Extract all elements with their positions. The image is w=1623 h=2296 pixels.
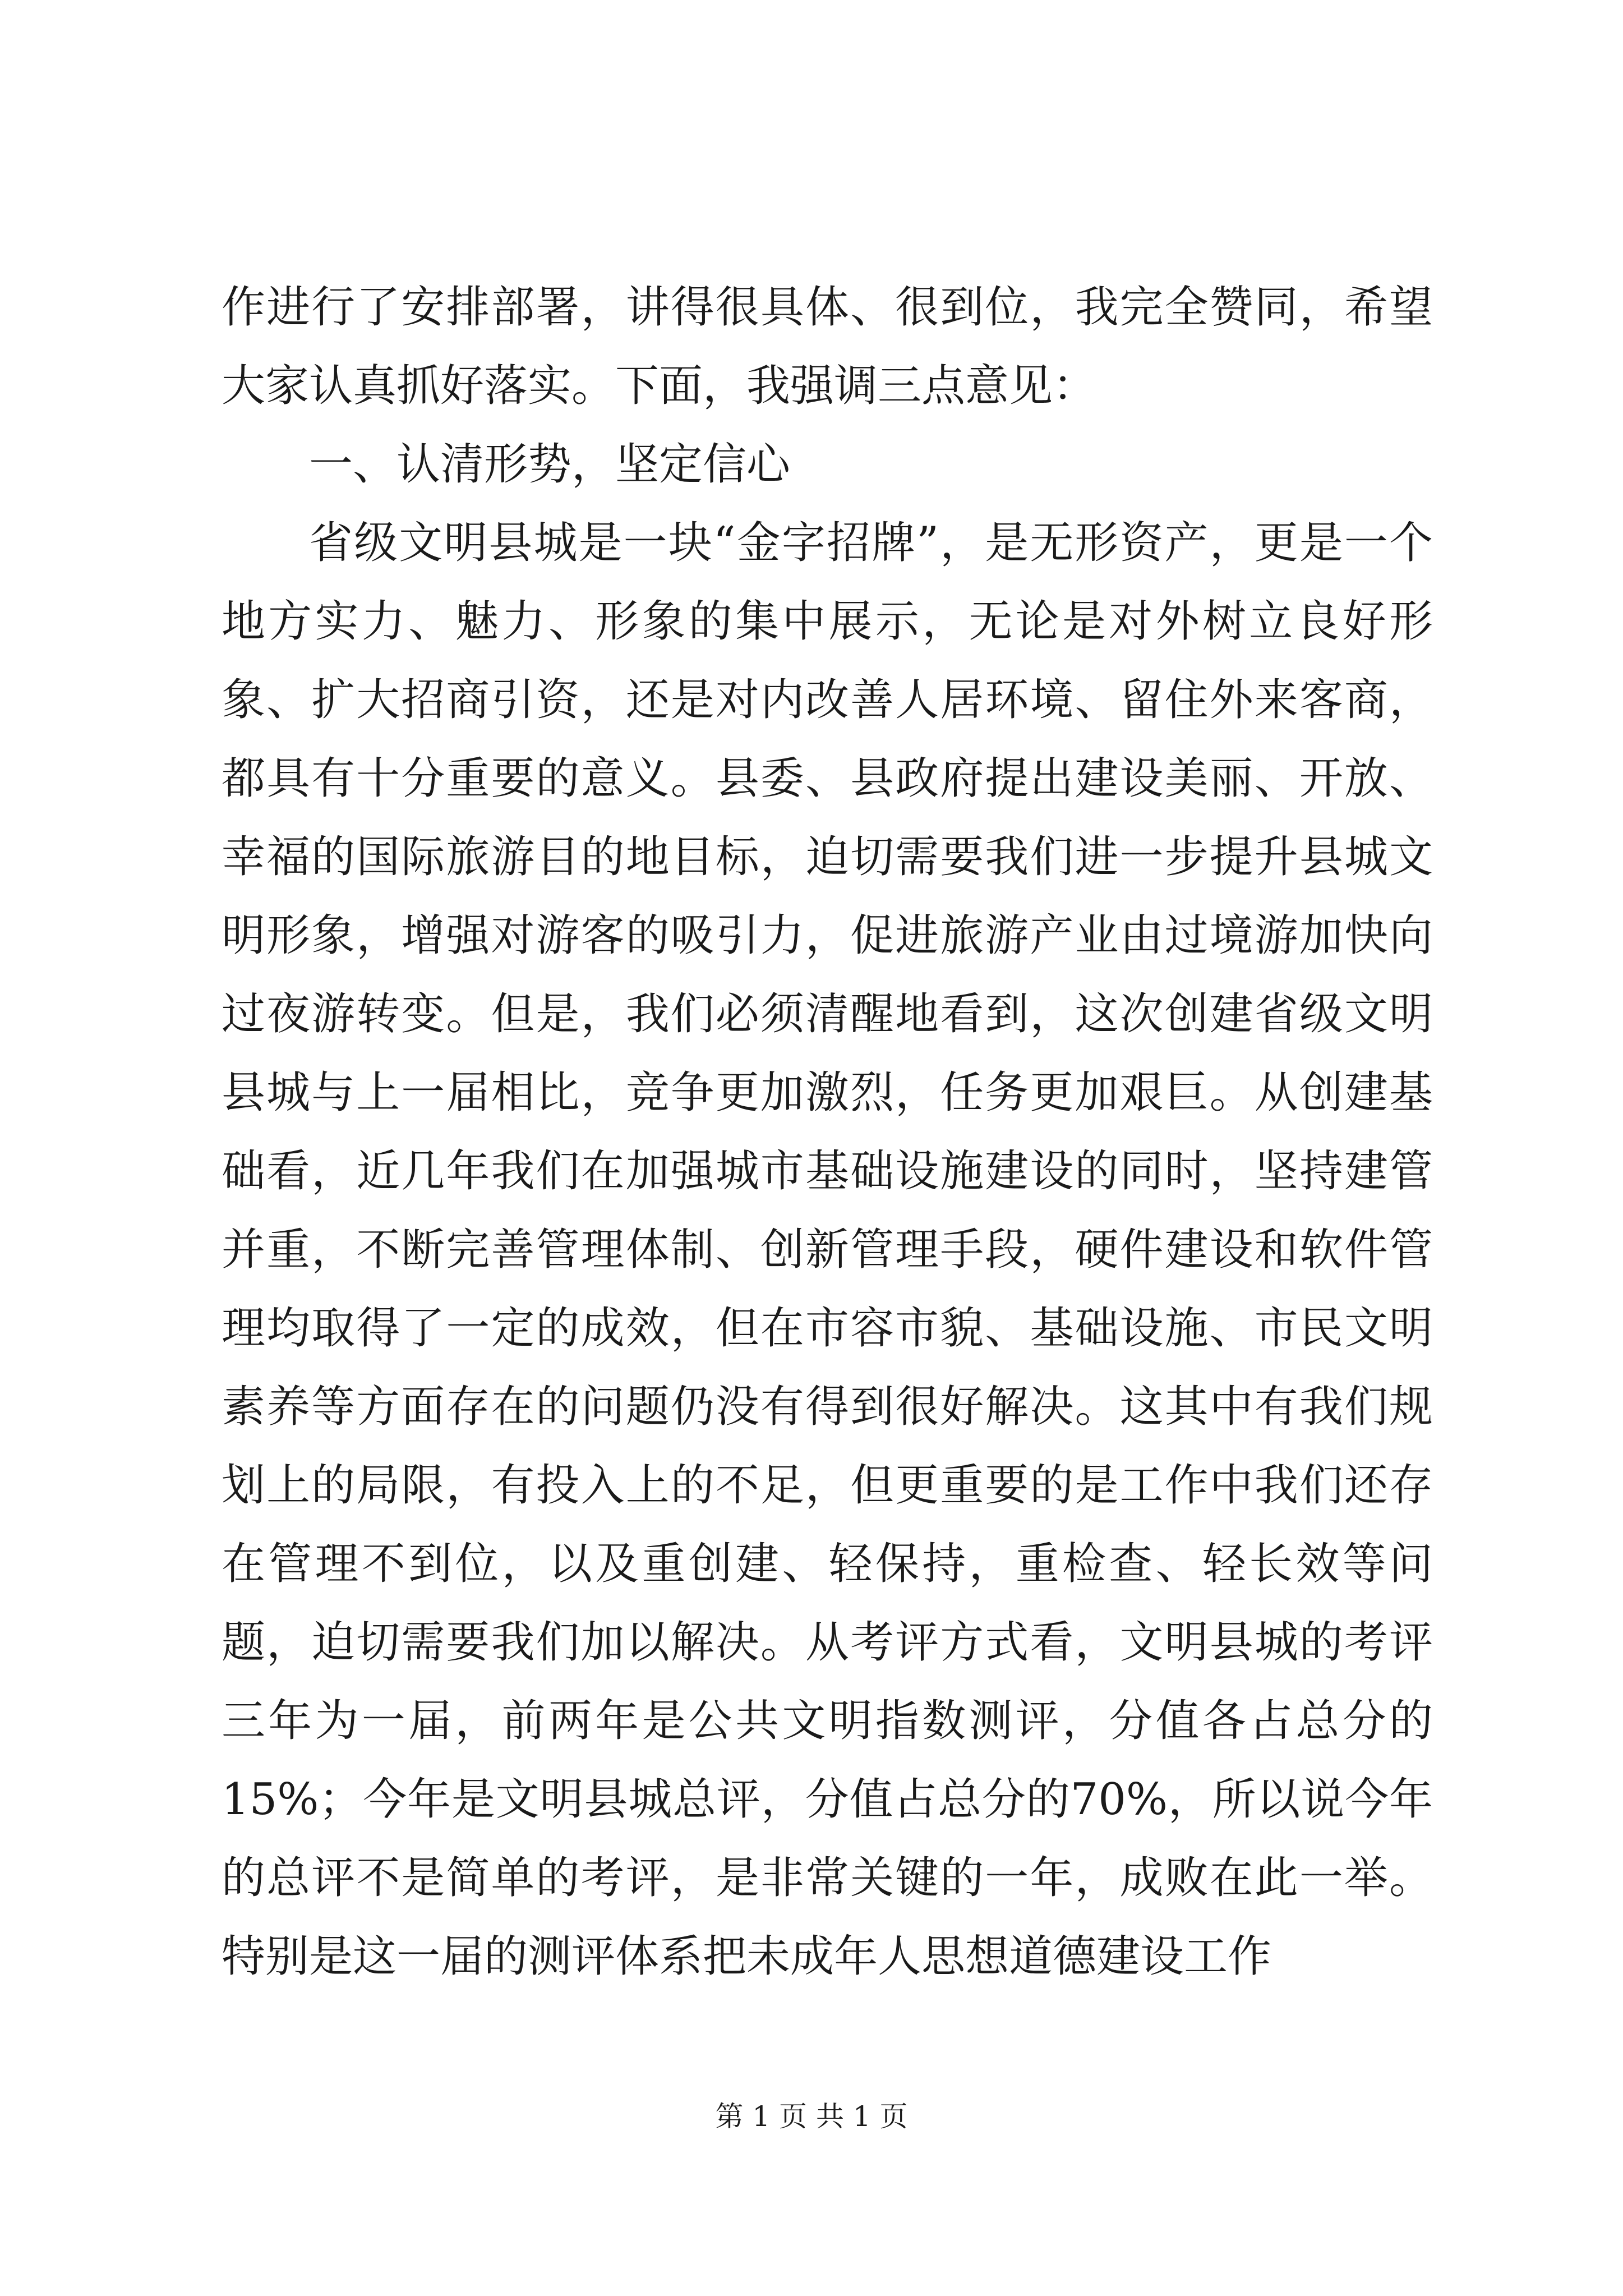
document-body — [222, 268, 1433, 1996]
paragraph-continuation: 作进行了安排部署，讲得很具体、很到位，我完全赞同，希望大家认真抓好落实。下面，我强调三点意见： — [222, 282, 1433, 411]
paragraph-body: 省级文明县城是一块“金字招牌”，是无形资产，更是一个地方实力、魅力、形象的集中展示，无论是对外树立良好形象、扩大招商引资，还是对内改善人居环境、留住外来客商，都具有十分重要的意义。县委、县政府提出建设美丽、开放、幸福的国际旅游目的地目标，迫切需要我们进一步提升县城文明形象，增强对游客的吸引力，促进旅游产业由过境游加快向过夜游转变。但是，我们必须清醒地看到，这次创建省级文明县城与上一届相比，竞争更加激烈，任务更加艰巨。从创建基础看，近几年我们在加强城市基础设施建设的同时，坚持建管并重，不断完善管理体制、创新管理手段，硬件建设和软件管理均取得了一定的成效，但在市容市貌、基础设施、市民文明素养等方面存在的问题仍没有得到很好解决。这其中有我们规划上的局限，有投入上的不足，但更重要的是工作中我们还存在管理不到位，以及重创建、轻保持，重检查、轻长效等问题，迫切需要我们加以解决。从考评方式看，文明县城的考评三年为一届，前两年是公共文明指数测评，分值各占总分的15%；今年是文明县城总评，分值占总分的70%，所以说今年的总评不是简单的考评，是非常关键的一年，成败在此一举。特别是这一届的测评体系把未成年人思想道德建设工作 — [222, 518, 1433, 1982]
section-heading: 一、认清形势，坚定信心 — [309, 439, 791, 490]
page-footer: 第 1 页 共 1 页 — [715, 2100, 908, 2133]
